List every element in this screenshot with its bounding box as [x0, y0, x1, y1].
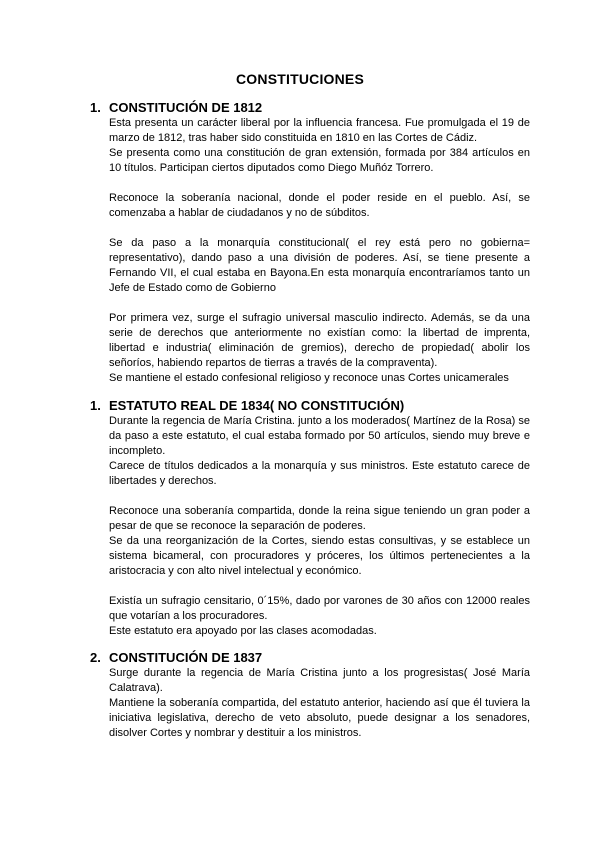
- section-constitucion-1837: [90, 650, 530, 741]
- paragraph-gap: [109, 176, 530, 191]
- section-heading: [90, 100, 530, 116]
- section-body: [109, 116, 530, 386]
- paragraph: Esta presenta un carácter liberal por la influencia francesa. Fue promulgada el 19 de marzo de 1812, tras haber sido constituida en 1810 en las Cortes de Cádiz.: [109, 117, 530, 144]
- section-body: [109, 666, 530, 741]
- paragraph: Se da una reorganización de la Cortes, siendo estas consultivas, y se establece un sistema bicameral, con procuradores y próceres, los últimos pertenecientes a la aristocracia y con alto nivel intelectual y económico.: [109, 535, 530, 577]
- section-title: CONSTITUCIÓN DE 1812: [109, 100, 263, 115]
- paragraph-gap: [109, 579, 530, 594]
- paragraph: Durante la regencia de María Cristina. junto a los moderados( Martínez de la Rosa) se da paso a este estatuto, el cual estaba formado por 50 artículos, siendo muy breve e incompleto.: [109, 415, 530, 457]
- document-title: CONSTITUCIONES: [235, 71, 365, 87]
- section-title: ESTATUTO REAL DE 1834( NO CONSTITUCIÓN): [109, 398, 405, 413]
- paragraph-gap: [109, 489, 530, 504]
- paragraph-gap: [109, 221, 530, 236]
- section-number: 1.: [90, 398, 101, 413]
- paragraph: Carece de títulos dedicados a la monarquía y sus ministros. Este estatuto carece de libertades y derechos.: [109, 460, 530, 487]
- paragraph: Reconoce la soberanía nacional, donde el poder reside en el pueblo. Así, se comenzaba a hablar de ciudadanos y no de súbditos.: [109, 192, 530, 219]
- paragraph: Este estatuto era apoyado por las clases acomodadas.: [109, 625, 377, 637]
- paragraph: Por primera vez, surge el sufragio universal masculio indirecto. Además, se da una serie de derechos que anteriormente no existían como: la libertad de imprenta, libertad e industria( eliminación de gremios), derecho de propiedad( abolir los señoríos, habiendo repartos de tierras a través de la compraventa).: [109, 312, 530, 369]
- paragraph: Se mantiene el estado confesional religioso y reconoce unas Cortes unicamerales: [109, 372, 509, 384]
- paragraph: Surge durante la regencia de María Cristina junto a los progresistas( José María Calatrava).: [109, 667, 530, 694]
- paragraph-gap: [109, 296, 530, 311]
- paragraph: Mantiene la soberanía compartida, del estatuto anterior, haciendo así que él tuviera la iniciativa legislativa, derecho de veto absoluto, puede designar a los senadores, disolver Cortes y nombrar y destituir a los ministros.: [109, 697, 530, 739]
- section-estatuto-real-1834: [90, 398, 530, 639]
- paragraph: Reconoce una soberanía compartida, donde la reina sigue teniendo un gran poder a pesar de que se reconoce la separación de poderes.: [109, 505, 530, 532]
- section-constitucion-1812: [90, 100, 530, 386]
- paragraph: Se presenta como una constitución de gran extensión, formada por 384 artículos en 10 títulos. Participan ciertos diputados como Diego Muñóz Torrero.: [109, 147, 530, 174]
- paragraph: Existía un sufragio censitario, 0´15%, dado por varones de 30 años con 12000 reales que votarían a los procuradores.: [109, 595, 530, 622]
- section-heading: [90, 398, 530, 414]
- paragraph: Se da paso a la monarquía constitucional( el rey está pero no gobierna= representativo), dando paso a una división de poderes. Así, se tiene presente a Fernando VII, el cual estaba en Bayona.En esta monarquía encontraríamos tanto un Jefe de Estado como de Gobierno: [109, 237, 530, 294]
- section-body: [109, 414, 530, 639]
- section-number: 2.: [90, 650, 101, 665]
- section-title: CONSTITUCIÓN DE 1837: [109, 650, 263, 665]
- section-heading: [90, 650, 530, 666]
- section-number: 1.: [90, 100, 101, 115]
